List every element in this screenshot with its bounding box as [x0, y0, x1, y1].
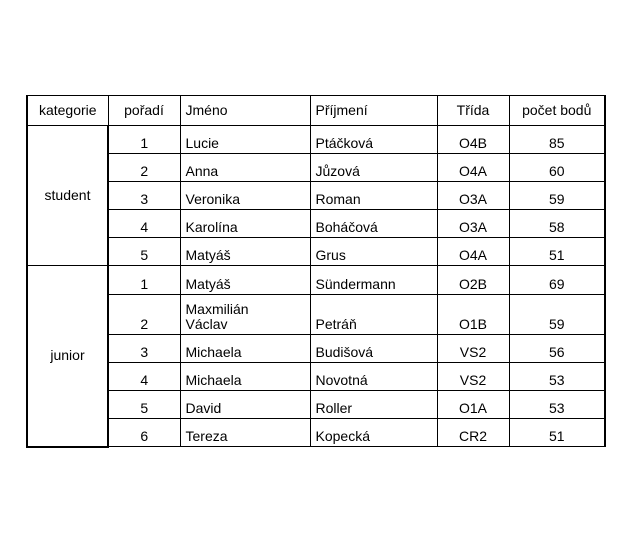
first-name-cell: Michaela	[180, 363, 310, 391]
class-cell: O3A	[437, 182, 509, 210]
rank-cell: 6	[108, 419, 180, 447]
col-header-kategorie: kategorie	[27, 96, 108, 126]
first-name-cell: Matyáš	[180, 238, 310, 266]
points-cell: 58	[509, 210, 605, 238]
points-cell: 53	[509, 363, 605, 391]
col-header-jmeno: Jméno	[180, 96, 310, 126]
rank-cell: 5	[108, 391, 180, 419]
category-cell-junior: junior	[27, 266, 108, 447]
class-cell: O2B	[437, 266, 509, 295]
last-name-cell: Petráň	[310, 295, 437, 335]
category-cell-student: student	[27, 126, 108, 266]
last-name-cell: Kopecká	[310, 419, 437, 447]
class-cell: VS2	[437, 363, 509, 391]
points-cell: 85	[509, 126, 605, 154]
last-name-cell: Novotná	[310, 363, 437, 391]
first-name-cell: Maxmilián Václav	[180, 295, 310, 335]
rank-cell: 4	[108, 363, 180, 391]
first-name-cell: Lucie	[180, 126, 310, 154]
first-name-cell: Karolína	[180, 210, 310, 238]
last-name-cell: Grus	[310, 238, 437, 266]
table-row	[27, 266, 605, 295]
rank-cell: 4	[108, 210, 180, 238]
col-header-pocet-bodu: počet bodů	[509, 96, 605, 126]
points-cell: 69	[509, 266, 605, 295]
table-row	[27, 182, 605, 210]
rank-cell: 1	[108, 126, 180, 154]
rank-cell: 3	[108, 182, 180, 210]
points-cell: 56	[509, 335, 605, 363]
points-cell: 59	[509, 182, 605, 210]
points-cell: 53	[509, 391, 605, 419]
rank-cell: 3	[108, 335, 180, 363]
rank-cell: 2	[108, 295, 180, 335]
table-row	[27, 363, 605, 391]
results-table	[26, 95, 606, 448]
first-name-cell: Tereza	[180, 419, 310, 447]
points-cell: 51	[509, 238, 605, 266]
table-row	[27, 210, 605, 238]
first-name-cell: Michaela	[180, 335, 310, 363]
table-row	[27, 126, 605, 154]
class-cell: O4A	[437, 238, 509, 266]
class-cell: O4A	[437, 154, 509, 182]
last-name-cell: Budišová	[310, 335, 437, 363]
class-cell: VS2	[437, 335, 509, 363]
last-name-cell: Ptáčková	[310, 126, 437, 154]
col-header-trida: Třída	[437, 96, 509, 126]
last-name-cell: Roman	[310, 182, 437, 210]
class-cell: O3A	[437, 210, 509, 238]
col-header-prijmeni: Příjmení	[310, 96, 437, 126]
points-cell: 59	[509, 295, 605, 335]
first-name-cell: Veronika	[180, 182, 310, 210]
table-row	[27, 335, 605, 363]
rank-cell: 5	[108, 238, 180, 266]
last-name-cell: Sündermann	[310, 266, 437, 295]
class-cell: O4B	[437, 126, 509, 154]
points-cell: 51	[509, 419, 605, 447]
last-name-cell: Boháčová	[310, 210, 437, 238]
first-name-cell: Matyáš	[180, 266, 310, 295]
points-cell: 60	[509, 154, 605, 182]
table-row	[27, 154, 605, 182]
first-name-cell: Anna	[180, 154, 310, 182]
table-row	[27, 391, 605, 419]
class-cell: O1A	[437, 391, 509, 419]
first-name-cell: David	[180, 391, 310, 419]
rank-cell: 1	[108, 266, 180, 295]
col-header-poradi: pořadí	[108, 96, 180, 126]
class-cell: O1B	[437, 295, 509, 335]
table-row	[27, 295, 605, 335]
rank-cell: 2	[108, 154, 180, 182]
header-row	[27, 96, 605, 126]
table-row	[27, 238, 605, 266]
table-row	[27, 419, 605, 447]
last-name-cell: Jůzová	[310, 154, 437, 182]
last-name-cell: Roller	[310, 391, 437, 419]
class-cell: CR2	[437, 419, 509, 447]
